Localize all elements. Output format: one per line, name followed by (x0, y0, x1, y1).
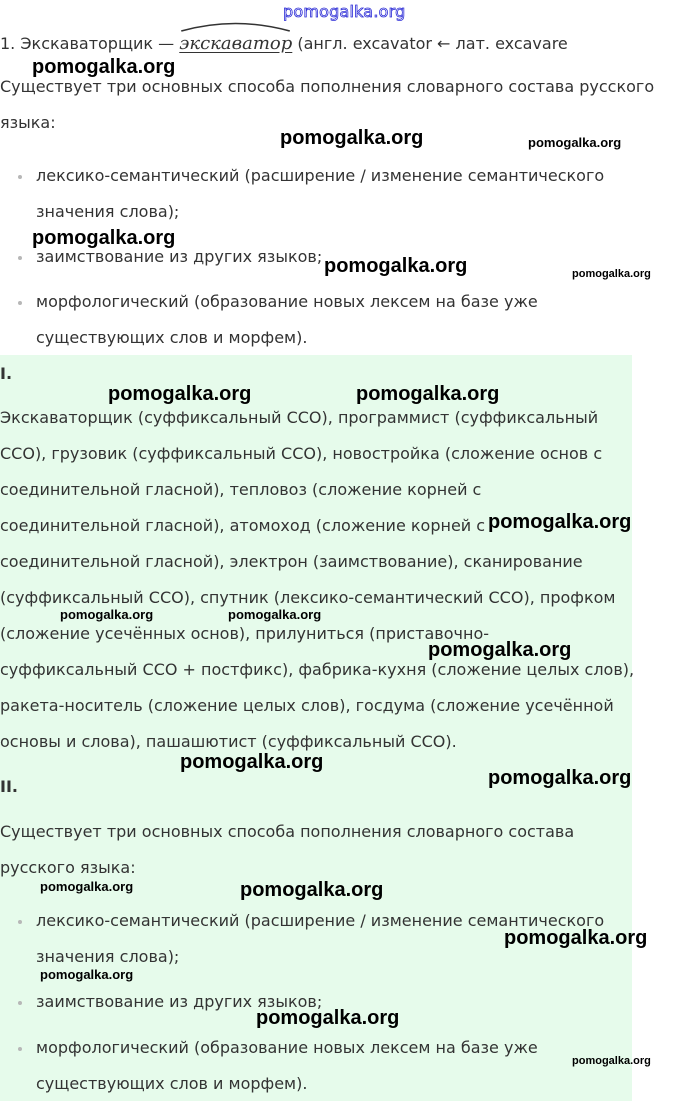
section1-line: основы и слова), пашашютист (суффиксальный ССО). (0, 732, 457, 751)
list2-item1-line1: лексико-семантический (расширение / изменение семантического (36, 911, 605, 930)
watermark-text: pomogalka.org (40, 967, 134, 982)
watermark-text: pomogalka.org (572, 1055, 651, 1067)
watermark-text: pomogalka.org (428, 639, 572, 661)
list2-item1-line2: значения слова); (36, 947, 180, 966)
section1-line: (сложение усечённых основ), прилуниться (приставочно- (0, 624, 489, 643)
watermark-text: pomogalka.org (488, 767, 632, 789)
list1-item3-line1: морфологический (образование новых лексем на базе уже (36, 292, 538, 311)
site-header-watermark: pomogalka.org (283, 2, 406, 21)
intro-line-2: языка: (0, 113, 56, 132)
watermark-text: pomogalka.org (528, 135, 622, 150)
list1-item1-line1: лексико-семантический (расширение / изменение семантического (36, 166, 605, 185)
section1-line: соединительной гласной), электрон (заимствование), сканирование (0, 552, 583, 571)
intro-line-1: Существует три основных способа пополнения словарного состава русского (0, 77, 655, 96)
section1-heading: I. (0, 364, 13, 383)
watermark-text: pomogalka.org (356, 383, 500, 405)
section1-line: (суффиксальный ССО), спутник (лексико-семантический ССО), профком (0, 588, 616, 607)
section2-intro-line-1: Существует три основных способа пополнения словарного состава (0, 822, 575, 841)
line1-prefix: 1. Экскаваторщик — (0, 34, 180, 53)
watermark-text: pomogalka.org (572, 268, 651, 280)
bullet-icon (18, 1047, 22, 1051)
line1-suffix: (англ. excavator ← лат. excavare (292, 34, 568, 53)
list2-item3-line2: существующих слов и морфем). (36, 1074, 308, 1093)
list2-item3-line1: морфологический (образование новых лексем на базе уже (36, 1038, 538, 1057)
morpheme-arc-icon (179, 20, 292, 32)
section1-line: Экскаваторщик (суффиксальный ССО), программист (суффиксальный (0, 408, 599, 427)
list1-item1-line2: значения слова); (36, 202, 180, 221)
watermark-text: pomogalka.org (108, 383, 252, 405)
watermark-text: pomogalka.org (40, 879, 134, 894)
bullet-icon (18, 175, 22, 179)
handwritten-word-text: экскаватор (179, 33, 293, 54)
section1-line: ракета-носитель (сложение целых слов), госдума (сложение усечённой (0, 696, 614, 715)
watermark-text: pomogalka.org (488, 511, 632, 533)
section2-heading: II. (0, 777, 18, 796)
section1-line: соединительной гласной), тепловоз (сложение корней с (0, 480, 482, 499)
watermark-text: pomogalka.org (32, 227, 176, 249)
watermark-text: pomogalka.org (228, 607, 322, 622)
watermark-text: pomogalka.org (256, 1007, 400, 1029)
answer-panel (0, 355, 635, 1101)
list2-item2-line1: заимствование из других языков; (36, 992, 323, 1011)
handwritten-word (179, 34, 292, 54)
list1-item2-line1: заимствование из других языков; (36, 247, 323, 266)
watermark-text: pomogalka.org (60, 607, 154, 622)
bullet-icon (18, 1001, 22, 1005)
bullet-icon (18, 301, 22, 305)
definition-line (0, 34, 568, 54)
section2-intro-line-2: русского языка: (0, 858, 136, 877)
watermark-text: pomogalka.org (32, 56, 176, 78)
bullet-icon (18, 920, 22, 924)
watermark-text: pomogalka.org (324, 255, 468, 277)
list1-item3-line2: существующих слов и морфем). (36, 328, 308, 347)
watermark-text: pomogalka.org (280, 127, 424, 149)
watermark-text: pomogalka.org (240, 879, 384, 901)
section1-line: суффиксальный ССО + постфикс), фабрика-кухня (сложение целых слов), (0, 660, 635, 679)
bullet-icon (18, 256, 22, 260)
section1-line: ССО), грузовик (суффиксальный ССО), новостройка (сложение основ с (0, 444, 603, 463)
watermark-text: pomogalka.org (180, 751, 324, 773)
watermark-text: pomogalka.org (504, 927, 648, 949)
section1-line: соединительной гласной), атомоход (сложение корней с (0, 516, 486, 535)
